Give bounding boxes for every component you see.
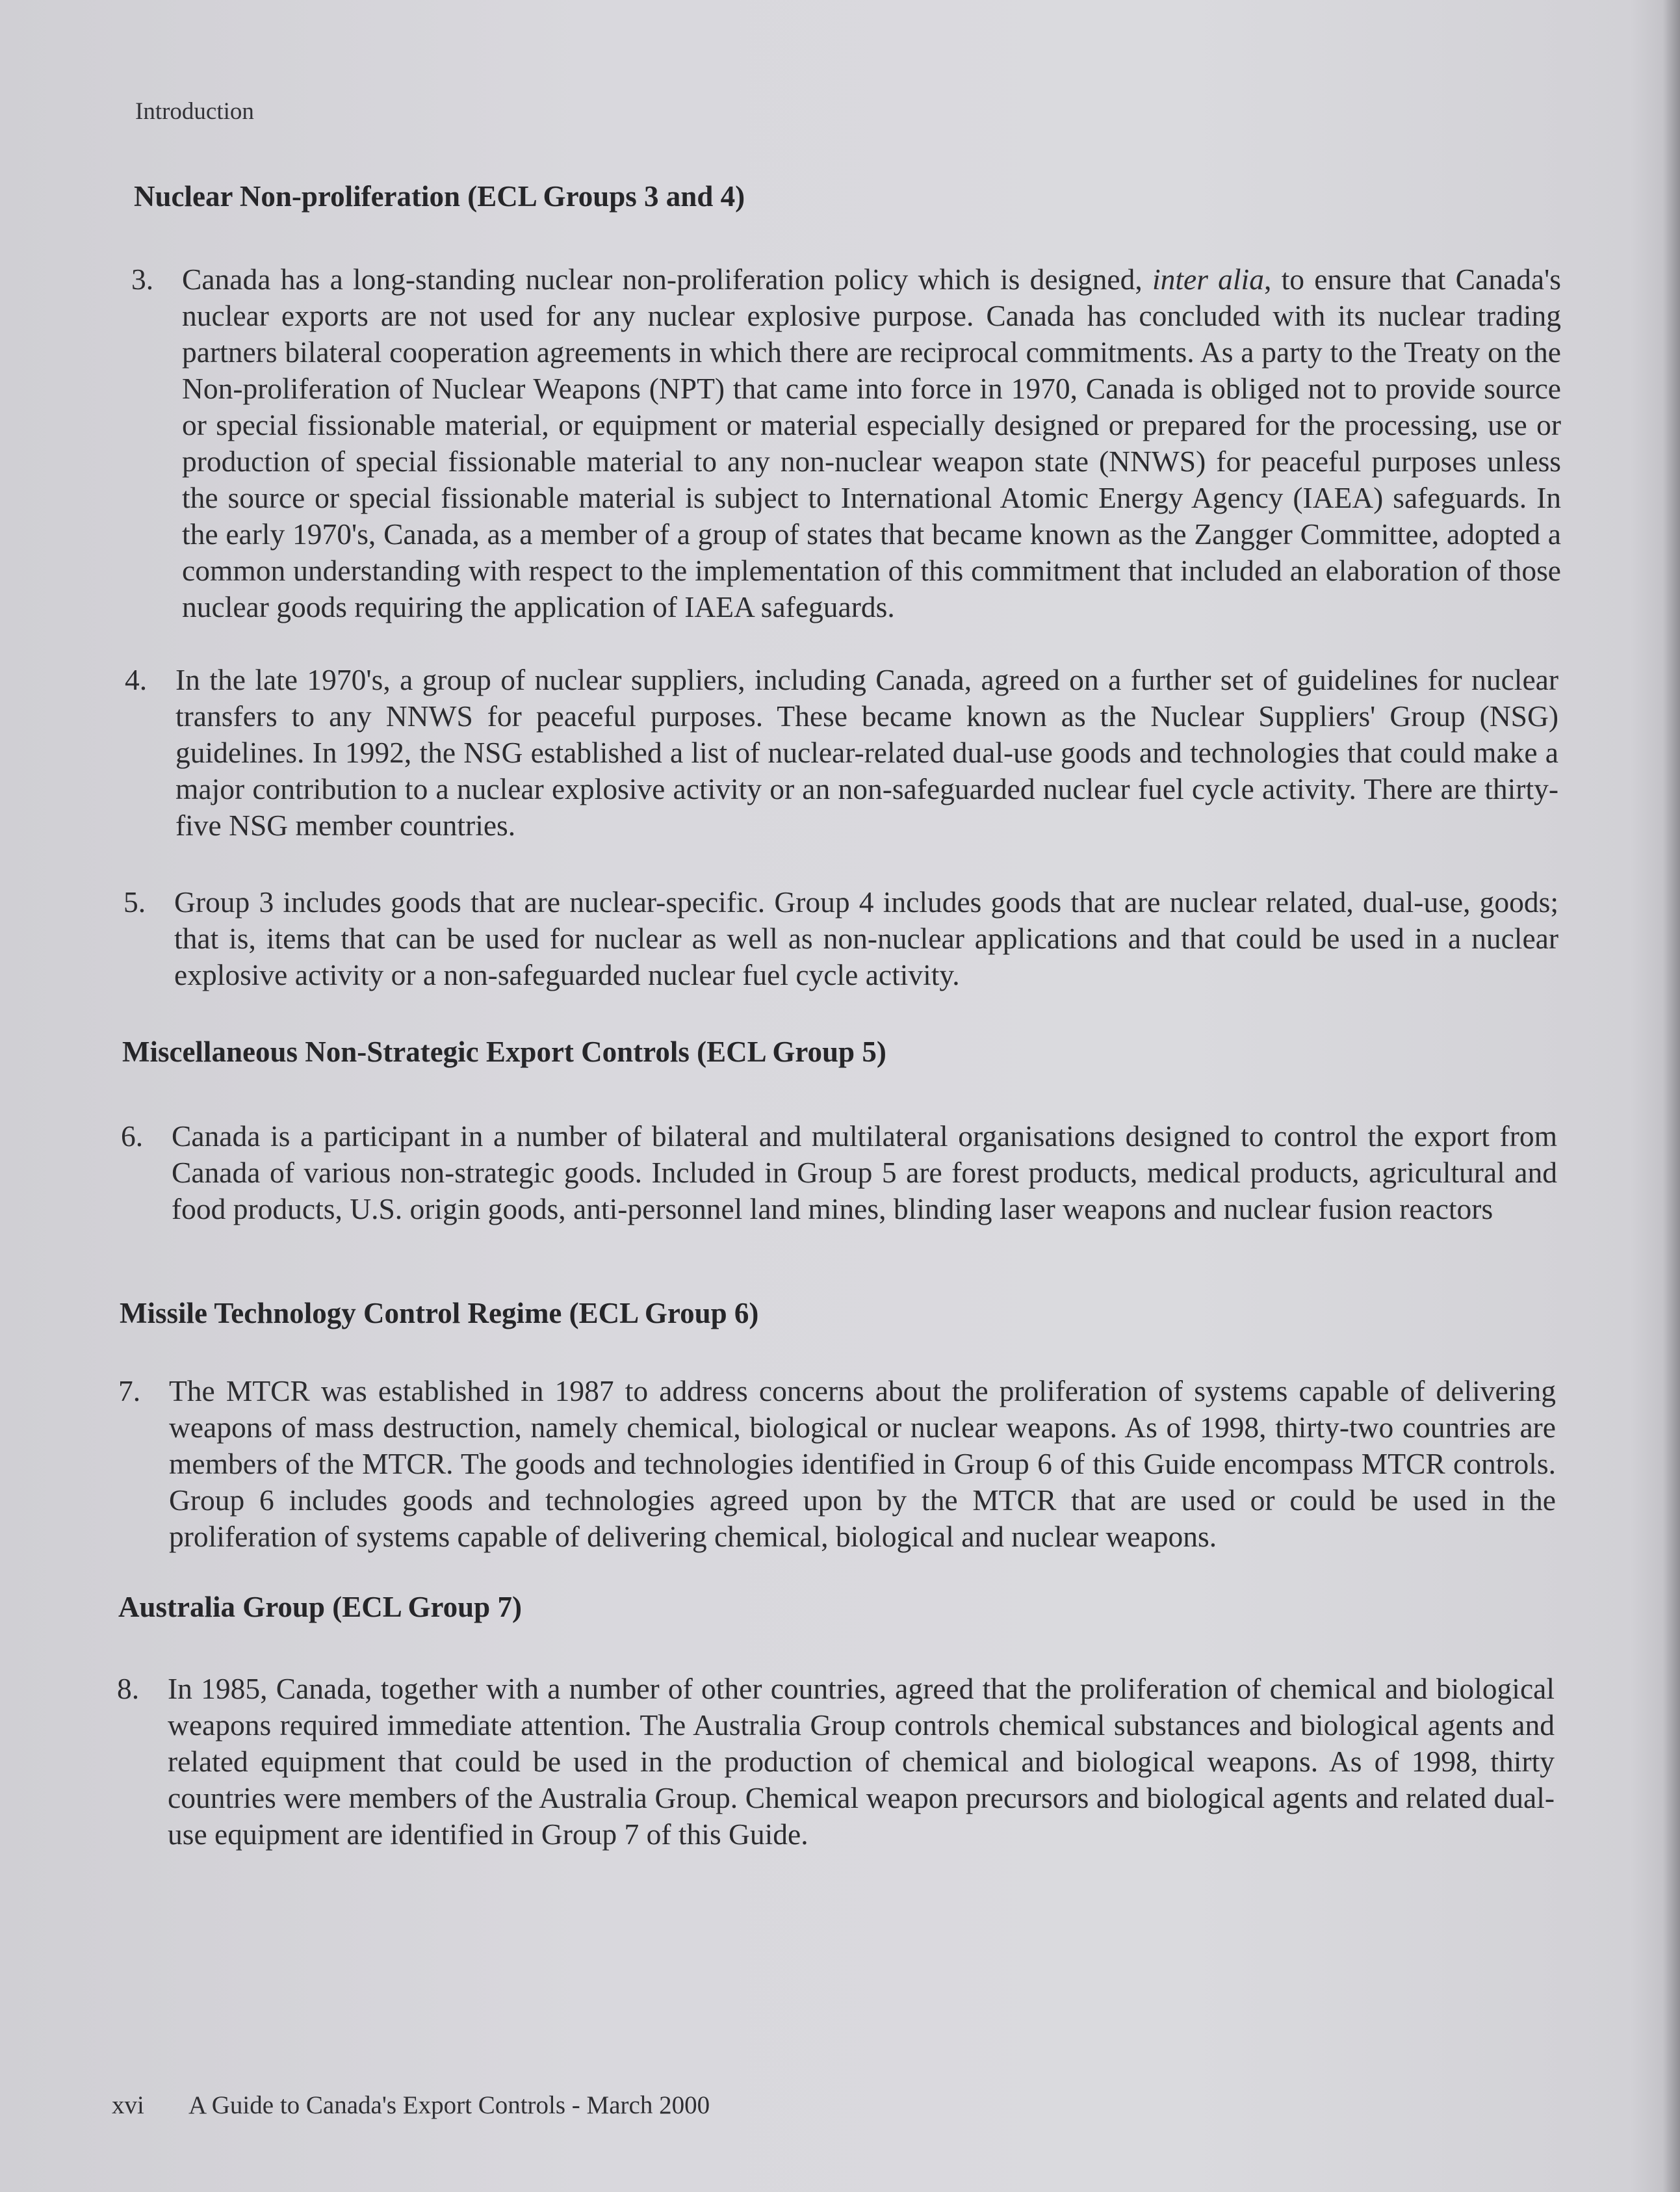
running-head: Introduction bbox=[135, 98, 254, 125]
paragraph-number: 4. bbox=[125, 663, 148, 696]
paragraph-number: 5. bbox=[123, 885, 146, 919]
paragraph-text: Canada has a long-standing nuclear non-proliferation policy which is designed, inter alia, to ensure that Canada's nuclear exports are not used for any nuclear explosive purpose. Canada has concluded with its nuclear trading partners bilateral cooperation agreements in which there are reciprocal commitments. As a party to the Treaty on the Non-proliferation of Nuclear Weapons (NPT) that came into force in 1970, Canada is obliged not to provide source or special fissionable material, or equipment or material especially designed or prepared for the processing, use or production of special fissionable material to any non-nuclear weapon state (NNWS) for peaceful purposes unless the source or special fissionable material is subject to International Atomic Energy Agency (IAEA) safeguards. In the early 1970's, Canada, as a member of a group of states that became known as the Zangger Committee, adopted a common understanding with respect to the implementation of this commitment that included an elaboration of those nuclear goods requiring the application of IAEA safeguards. bbox=[182, 263, 1561, 623]
page-footer bbox=[112, 2091, 710, 2120]
paragraph-number: 3. bbox=[131, 263, 154, 296]
section-heading-miscellaneous-controls: Miscellaneous Non-Strategic Export Controls (ECL Group 5) bbox=[122, 1036, 886, 1068]
paragraph-text: In the late 1970's, a group of nuclear suppliers, including Canada, agreed on a further set of guidelines for nuclear transfers to any NNWS for peaceful purposes. These became known as the Nuclear Suppliers' Group (NSG) guidelines. In 1992, the NSG established a list of nuclear-related dual-use goods and technologies that could make a major contribution to a nuclear explosive activity or an non-safeguarded nuclear fuel cycle activity. There are thirty-five NSG member countries. bbox=[175, 663, 1558, 842]
paragraph-text: Canada is a participant in a number of bilateral and multilateral organisations designed to control the export from Canada of various non-strategic goods. Included in Group 5 are forest products, medical products, agricultural and food products, U.S. origin goods, anti-personnel land mines, blinding laser weapons and nuclear fusion reactors bbox=[172, 1119, 1557, 1225]
paragraph-number: 8. bbox=[117, 1672, 140, 1705]
page-number: xvi bbox=[112, 2091, 144, 2119]
paragraph-text: The MTCR was established in 1987 to address concerns about the proliferation of systems capable of delivering weapons of mass destruction, namely chemical, biological or nuclear weapons. As of 1998, thirty-two countries are members of the MTCR. The goods and technologies identified in Group 6 of this Guide encompass MTCR controls. Group 6 includes goods and technologies agreed upon by the MTCR that are used or could be used in the proliferation of systems capable of delivering chemical, biological and nuclear weapons. bbox=[169, 1374, 1556, 1553]
paragraph-text: Group 3 includes goods that are nuclear-specific. Group 4 includes goods that are nuclear related, dual-use, goods; that is, items that can be used for nuclear as well as non-nuclear applications and that could be used in a nuclear explosive activity or a non-safeguarded nuclear fuel cycle activity. bbox=[174, 885, 1558, 991]
paragraph-text: In 1985, Canada, together with a number of other countries, agreed that the proliferation of chemical and biological weapons required immediate attention. The Australia Group controls chemical substances and biological agents and related equipment that could be used in the production of chemical and biological weapons. As of 1998, thirty countries were members of the Australia Group. Chemical weapon precursors and biological agents and related dual-use equipment are identified in Group 7 of this Guide. bbox=[168, 1672, 1555, 1851]
section-heading-nuclear-non-proliferation: Nuclear Non-proliferation (ECL Groups 3 and 4) bbox=[134, 180, 745, 213]
section-heading-mtcr: Missile Technology Control Regime (ECL Group 6) bbox=[120, 1297, 759, 1329]
paragraph-number: 7. bbox=[118, 1374, 141, 1407]
document-title: A Guide to Canada's Export Controls - March 2000 bbox=[188, 2091, 710, 2119]
latin-phrase: inter alia bbox=[1152, 263, 1264, 296]
page-edge-shadow bbox=[1663, 0, 1680, 2192]
section-heading-australia-group: Australia Group (ECL Group 7) bbox=[118, 1591, 522, 1623]
paragraph-number: 6. bbox=[121, 1119, 144, 1153]
